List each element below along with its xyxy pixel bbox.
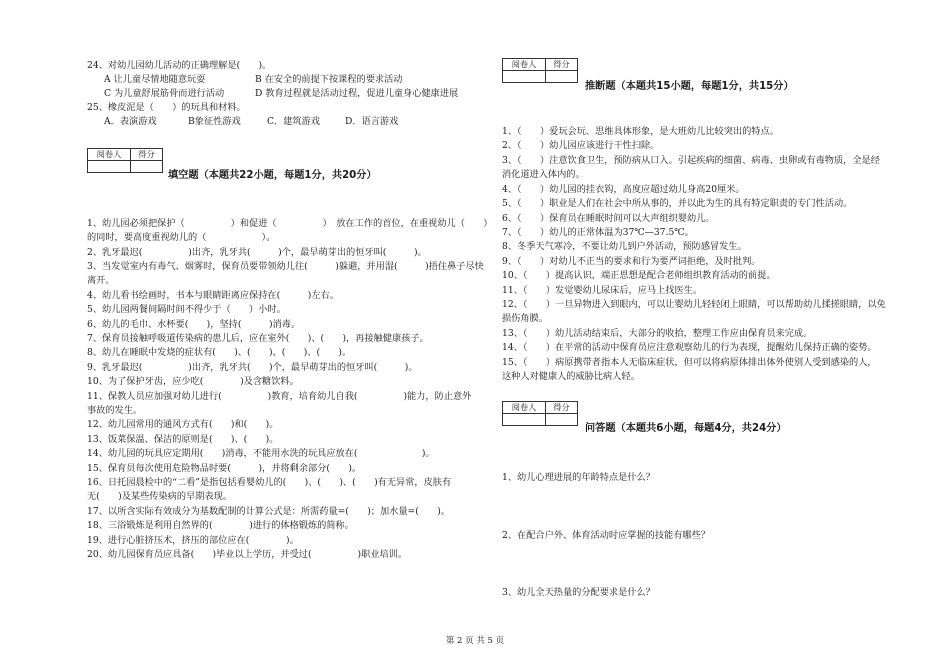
fill-line: 无( )及某些传染病的早期表现。	[87, 491, 232, 502]
q25-option-a: A．表演游戏	[104, 116, 157, 127]
fill-line: 13、饭菜保温、保洁的原则是( )、( )。	[87, 434, 279, 445]
judge-line: 10、（ ）提高认识，端正思想是配合老师组织教育活动的前提。	[502, 270, 776, 281]
score-label: 得分	[546, 402, 578, 414]
fill-line: 5、幼儿园两餐间隔时间不得少于（ ）小时。	[87, 304, 286, 315]
judge-line: 12、（ ）一旦异物进入到眼内，可以让婴幼儿轻轻闭上眼睛，可以帮助幼儿揉搓眼睛，以免	[502, 299, 886, 310]
qa-question-3: 3、幼儿全天热量的分配要求是什么？	[502, 587, 655, 598]
judge-line: 9、（ ）对幼儿不正当的要求和行为要严词拒绝，及时批判。	[502, 256, 761, 267]
fill-line: 离开。	[87, 275, 115, 286]
judge-line: 13、（ ）幼儿活动结束后，大部分的收拾，整理工作应由保育员来完成。	[502, 328, 813, 339]
fill-line: 7、保育员接触呼吸道传染病的患儿后，应在室外( )、( )，再接触健康孩子。	[87, 333, 429, 344]
q25-option-d: D．语言游戏	[345, 116, 399, 127]
score-box-qa	[502, 401, 578, 426]
fill-line: 9、乳牙最迟( )出齐，乳牙共( )个，最早萌芽出的恒牙叫( )。	[87, 362, 418, 373]
fill-line: 3、当发觉室内有毒气、烟雾时，保育员要带领幼儿往( )躲避，并用湿( )捂住鼻子尽快	[87, 261, 484, 272]
fill-line: 事故的发生。	[87, 405, 143, 416]
qa-question-2: 2、在配合户外、体育活动时应掌握的技能有哪些？	[502, 530, 710, 541]
reviewer-label: 阅卷人	[503, 59, 546, 71]
score-cell	[131, 161, 163, 173]
judge-line: 消化道进入体内的。	[502, 169, 585, 180]
judge-line: 11、（ ）发觉婴幼儿尿床后，应马上找医生。	[502, 285, 703, 296]
fill-line: 10、为了保护牙齿，应少吃( )及含糖饮料。	[87, 376, 299, 387]
fill-line: 11、保教人员应加强对幼儿进行( )教育，培育幼儿自我( )能力，防止意外	[87, 391, 472, 402]
judge-section-title: 推断题（本题共15小题，每题1分，共15分）	[585, 81, 794, 92]
score-cell	[546, 71, 578, 83]
reviewer-label: 阅卷人	[88, 149, 131, 161]
reviewer-cell	[503, 71, 546, 83]
fill-line: 2、乳牙最迟( )出齐，乳牙共( )个，最早萌芽出的恒牙叫( )。	[87, 247, 427, 258]
q24-option-a: A 让儿童尽情地随意玩耍	[104, 74, 206, 85]
score-label: 得分	[131, 149, 163, 161]
score-label: 得分	[546, 59, 578, 71]
question-24: 24、对幼儿园幼儿活动的正确理解是( )。	[87, 60, 272, 71]
fill-line: 15、保育员每次使用危险物品时要( )，并将剩余部分( )。	[87, 463, 362, 474]
judge-line: 7、（ ）幼儿的正常体温为37℃—37.5℃。	[502, 227, 694, 238]
judge-line: 损伤角膜。	[502, 313, 548, 324]
page-number: 第 2 页 共 5 页	[445, 636, 505, 646]
q24-option-d: D 教育过程就是活动过程，促进儿童身心健康进展	[255, 88, 459, 99]
fill-line: 6、幼儿的毛巾、水杯要( )，坚持( )消毒。	[87, 319, 301, 330]
fill-line: 4、幼儿看书绘画时，书本与眼睛距离应保持在( )左右。	[87, 290, 339, 301]
judge-line: 15、（ ）病原携带者指本人无临床症状，但可以将病原体排出体外使别人受到感染的人，	[502, 357, 877, 368]
score-cell	[546, 414, 578, 426]
reviewer-cell	[503, 414, 546, 426]
judge-line: 这种人对健康人的威胁比病人轻。	[502, 371, 640, 382]
qa-section-title: 问答题（本题共6小题，每题4分，共24分）	[585, 423, 787, 434]
question-25: 25、橡皮泥是（ ）的玩具和材料。	[87, 102, 246, 113]
judge-line: 2、（ ）幼儿园应该进行干性扫除。	[502, 140, 660, 151]
fill-section-title: 填空题（本题共22小题，每题1分，共20分）	[168, 170, 377, 181]
q25-option-c: C．建筑游戏	[267, 116, 320, 127]
fill-line: 17、以所含实际有效成分为基数配制的计算公式是：所需药量=( )；加水量=( )。	[87, 506, 450, 517]
fill-line: 16、日托园晨检中的“二看”是指包括看婴幼儿的( )、( )、( )有无异常，皮肤有	[87, 477, 452, 488]
judge-line: 14、（ ）在平常的活动中保育员应注意观察幼儿的行为表现，提醒幼儿保持正确的姿势。	[502, 342, 877, 353]
q25-option-b: B象征性游戏	[188, 116, 241, 127]
fill-line: 14、幼儿园的玩具应定期用( )消毒，不能用水洗的玩具应放在( )。	[87, 448, 435, 459]
reviewer-cell	[88, 161, 131, 173]
judge-line: 6、（ ）保育员在睡眠时间可以大声组织婴幼儿。	[502, 213, 715, 224]
judge-line: 3、（ ）注意饮食卫生，预防病从口入。引起疾病的细菌、病毒、虫卵或有毒物质，全是经	[502, 155, 880, 166]
fill-line: 8、幼儿在睡眠中发烧的症状有( )、( )、( )、( )。	[87, 347, 352, 358]
judge-line: 1、（ ）爱玩会玩、思维具体形象，是大班幼儿比较突出的特点。	[502, 126, 779, 137]
score-box-fill	[87, 148, 163, 173]
qa-question-1: 1、幼儿心理进展的年龄特点是什么？	[502, 472, 655, 483]
judge-line: 8、冬季天气寒冷，不要让幼儿到户外活动，预防感冒发生。	[502, 241, 747, 252]
q24-option-c: C 为儿童舒展筋骨而进行活动	[104, 88, 225, 99]
score-box-judge	[502, 58, 578, 83]
fill-line: 18、三浴锻炼是利用自然界的( )进行的体格锻炼的简称。	[87, 520, 354, 531]
fill-line: 1、幼儿园必须把保护（ ）和促进（ ） 放在工作的首位，在重视幼儿（ ）	[87, 218, 493, 229]
fill-line: 的同时，要高度重视幼儿的（ ）。	[87, 232, 276, 243]
q24-option-b: B 在安全的前提下按课程的要求活动	[255, 74, 403, 85]
judge-line: 5、（ ）职业是人们在社会中所从事的，并以此为生的具有特定职责的专门性活动。	[502, 198, 853, 209]
reviewer-label: 阅卷人	[503, 402, 546, 414]
judge-line: 4、（ ）幼儿园的挂衣钩，高度应超过幼儿身高20厘米。	[502, 184, 745, 195]
fill-line: 12、幼儿园常用的通风方式有( )和( )。	[87, 419, 279, 430]
fill-line: 20、幼儿园保育员应具备( )毕业以上学历，并受过( )职业培训。	[87, 549, 408, 560]
fill-line: 19、进行心脏挤压术，挤压的部位应在( )。	[87, 535, 299, 546]
